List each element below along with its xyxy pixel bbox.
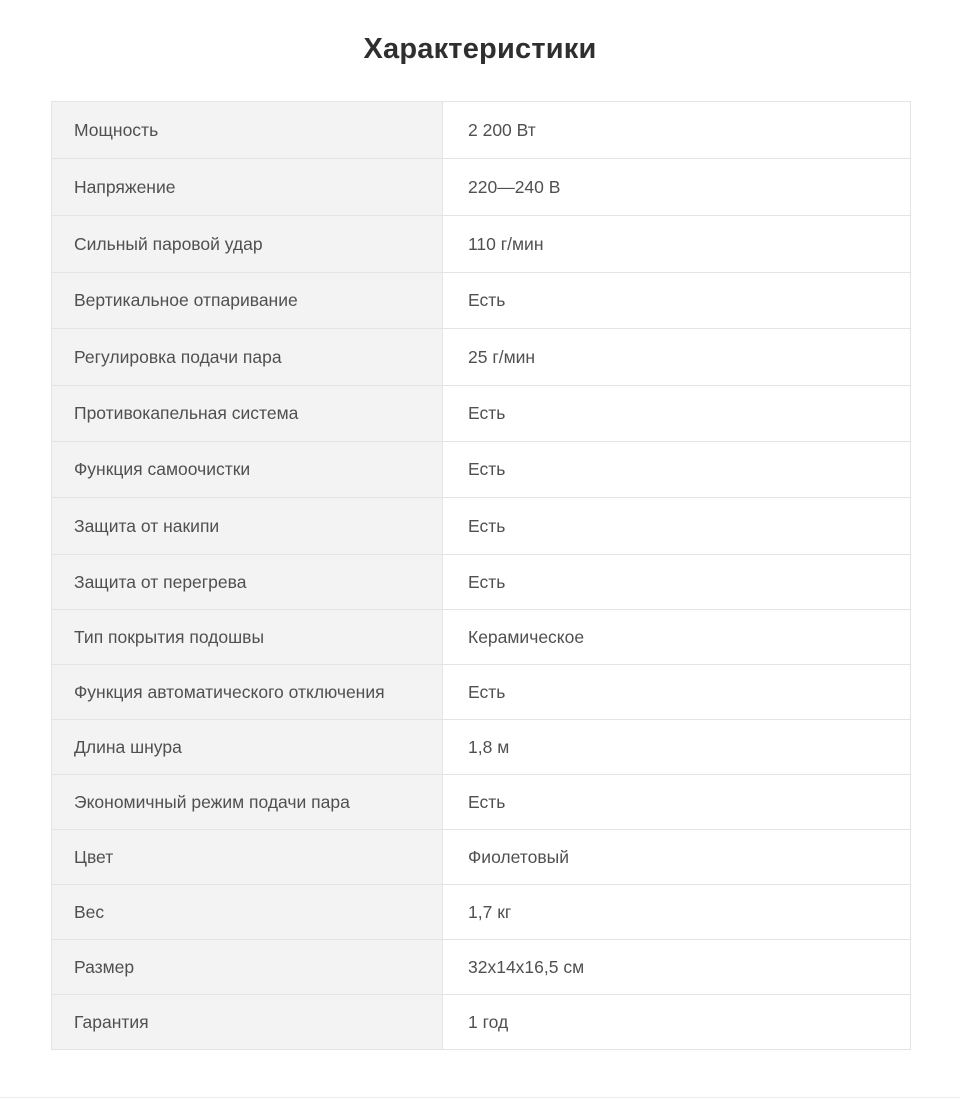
spec-label: Экономичный режим подачи пара — [52, 775, 443, 830]
spec-label: Цвет — [52, 830, 443, 885]
spec-label: Регулировка подачи пара — [52, 329, 443, 386]
bottom-divider — [0, 1097, 960, 1098]
spec-row — [52, 720, 911, 775]
spec-label: Защита от накипи — [52, 498, 443, 555]
spec-value: Есть — [443, 775, 911, 830]
spec-value: 2 200 Вт — [443, 102, 911, 159]
spec-row — [52, 665, 911, 720]
spec-row — [52, 386, 911, 442]
spec-value: Фиолетовый — [443, 830, 911, 885]
spec-value: 32x14x16,5 см — [443, 940, 911, 995]
spec-value: Есть — [443, 498, 911, 555]
spec-row — [52, 329, 911, 386]
spec-label: Вес — [52, 885, 443, 940]
spec-row — [52, 216, 911, 273]
spec-label: Длина шнура — [52, 720, 443, 775]
spec-row — [52, 555, 911, 610]
spec-row — [52, 442, 911, 498]
spec-label: Защита от перегрева — [52, 555, 443, 610]
spec-value: 110 г/мин — [443, 216, 911, 273]
spec-value: Есть — [443, 386, 911, 442]
spec-row — [52, 610, 911, 665]
spec-label: Противокапельная система — [52, 386, 443, 442]
spec-label: Гарантия — [52, 995, 443, 1050]
spec-value: 25 г/мин — [443, 329, 911, 386]
spec-value: 1,8 м — [443, 720, 911, 775]
spec-label: Вертикальное отпаривание — [52, 273, 443, 329]
spec-value: Есть — [443, 442, 911, 498]
spec-label: Функция самоочистки — [52, 442, 443, 498]
spec-row — [52, 885, 911, 940]
spec-label: Функция автоматического отключения — [52, 665, 443, 720]
spec-row — [52, 273, 911, 329]
spec-label: Тип покрытия подошвы — [52, 610, 443, 665]
spec-row — [52, 940, 911, 995]
spec-value: Есть — [443, 273, 911, 329]
spec-label: Напряжение — [52, 159, 443, 216]
spec-value: Есть — [443, 555, 911, 610]
spec-label: Размер — [52, 940, 443, 995]
spec-row — [52, 995, 911, 1050]
spec-row — [52, 159, 911, 216]
spec-label: Мощность — [52, 102, 443, 159]
spec-label: Сильный паровой удар — [52, 216, 443, 273]
spec-row — [52, 775, 911, 830]
page-title: Характеристики — [363, 33, 597, 66]
spec-row — [52, 102, 911, 159]
spec-value: 1,7 кг — [443, 885, 911, 940]
specifications-table — [51, 101, 911, 1050]
spec-row — [52, 830, 911, 885]
spec-value: Есть — [443, 665, 911, 720]
spec-row — [52, 498, 911, 555]
spec-value: Керамическое — [443, 610, 911, 665]
spec-value: 220—240 В — [443, 159, 911, 216]
spec-value: 1 год — [443, 995, 911, 1050]
